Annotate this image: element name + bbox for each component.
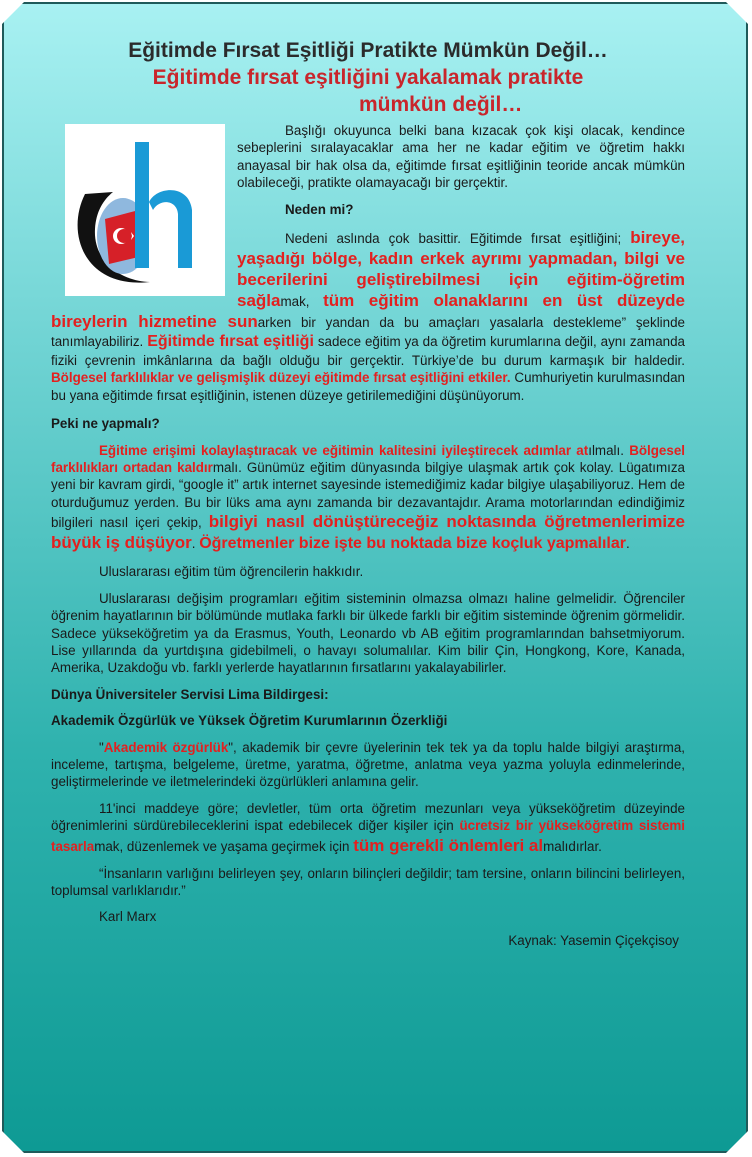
page-title: Eğitimde Fırsat Eşitliği Pratikte Mümkün Değil… [128,39,608,62]
paragraph-intro: Başlığı okuyunca belki bana kızacak çok kişi olacak, kendince sebeplerini sıralayacaklar ama her ne kadar eğitim ve öğretim hakkı anayasal bir hak olsa da, eğitimde fırsat eşitliğinin teoride ancak mümkün olabileceği, pratikte olamayacağı bir gerçektir. [237,123,685,191]
heading-lima-declaration: Dünya Üniversiteler Servisi Lima Bildirgesi: [51,686,329,702]
logo-icon [65,124,225,296]
paragraph-exchange: Uluslararası değişim programları eğitim sisteminin olmazsa olmazı haline gelmelidir. Öğrenciler öğrenim hayatlarının bir bölümünde mutlaka farklı bir ülkede farklı bir eğitim sisteminde öğrenim görmelidir. Sadece yükseköğretim ya da Erasmus, Youth, Leonardo vb AB eğitim programlarından bahsetmiyorum. Lise yıllarında da yurtdışına gidebilmeli, o havayı solumalılar. Kim bilir Çin, Hongkong, Kore, Kanada, Amerika, Uzakdoğu vb. farklı yerlerde hayatlarının fırsatlarını yakalayabilirler. [51,590,685,676]
quote-author: Karl Marx [99,909,157,925]
heading-peki-ne-yapmali: Peki ne yapmalı? [51,416,160,432]
paragraph-article-11: 11'inci maddeye göre; devletler, tüm orta öğretim mezunları veya yükseköğretim düzeyinde öğrenimlerini sürdürebileceklerini ispat edebilecek diğer kişiler için ücretsiz bir yükseköğretim sistemi tasarlamak, düzenlemek ve yaşama geçirmek için tüm gerekli önlemleri almalıdırlar. [51,800,685,855]
paragraph-international-right: Uluslararası eğitim tüm öğrencilerin hakkıdır. [99,564,364,580]
heading-academic-freedom: Akademik Özgürlük ve Yüksek Öğretim Kurumlarının Özerkliği [51,713,448,729]
logo-image [65,124,225,296]
page-subtitle [51,64,685,118]
paragraph-reason: Nedeni aslında çok basittir. Eğitimde fırsat eşitliğini; bireye, yaşadığı bölge, kadın erkek ayrımı yapmadan, bilgi ve becerilerini geliştirebilmesi için eğitim-öğretim sağlamak, tüm eğitim olanaklarını en üst düzeyde bireylerin hizmetine sunarken bir yandan da bu amaçları yasalarla destekleme” şeklinde tanımlayabiliriz. Eğitimde fırsat eşitliği sadece eğitim ya da öğretim kurumlarına değil, aynı zamanda fiziki çevrenin imkânlarına da bağlı olduğu bir gerçektir. Türkiye’de bu durum karmaşık bir haldedir. Bölgesel farklılıklar ve gelişmişlik düzeyi eğitimde fırsat eşitliğini etkiler. Cumhuriyetin kurulmasından bu yana eğitimde fırsat eşitliğinin, istenen düzeye getirilemediğini düşünüyorum. [51,228,685,403]
source-credit: Kaynak: Yasemin Çiçekçisoy [508,932,679,948]
paragraph-what-to-do: Eğitime erişimi kolaylaştıracak ve eğitimin kalitesini iyileştirecek adımlar atılmalı. Bölgesel farklılıkları ortadan kaldırmalı. Günümüz eğitim dünyasında bilgiye ulaşmak artık çok kolay. Lügatımıza yeni bir kavram girdi, “google it” artık internet sayesinde istemediğimiz kadar bilgiye ulaşabiliyoruz. Hem de oturduğumuz yerden. Bu bir lüks ama aynı zamanda bir dezavantajdır. Arama motorlarından edindiğimiz bilgileri nasıl içeri çekip, bilgiyi nasıl dönüştüreceğiz noktasında öğretmenlerimize büyük iş düşüyor. Öğretmenler bize işte bu noktada bize koçluk yapmalılar. [51,442,685,553]
paragraph-academic-freedom: "Akademik özgürlük", akademik bir çevre üyelerinin tek tek ya da toplu halde bilgiyi araştırma, inceleme, tartışma, belgeleme, üretme, yaratma, öğretme, anlatma veya yazma yoluyla edinmelerinde, geliştirmelerinde ve iletmelerindeki özgürlükleri anlamına gelir. [51,739,685,790]
subtitle-line-2: mümkün değil… [359,93,523,116]
subtitle-line-1: Eğitimde fırsat eşitliğini yakalamak pratikte [152,66,584,89]
article [51,38,685,949]
question-neden-mi: Neden mi? [285,201,354,217]
quote-text: “İnsanların varlığını belirleyen şey, onların bilinçleri değildir; tam tersine, onların bilincini belirleyen, toplumsal varlıklarıdır.” [51,865,685,898]
